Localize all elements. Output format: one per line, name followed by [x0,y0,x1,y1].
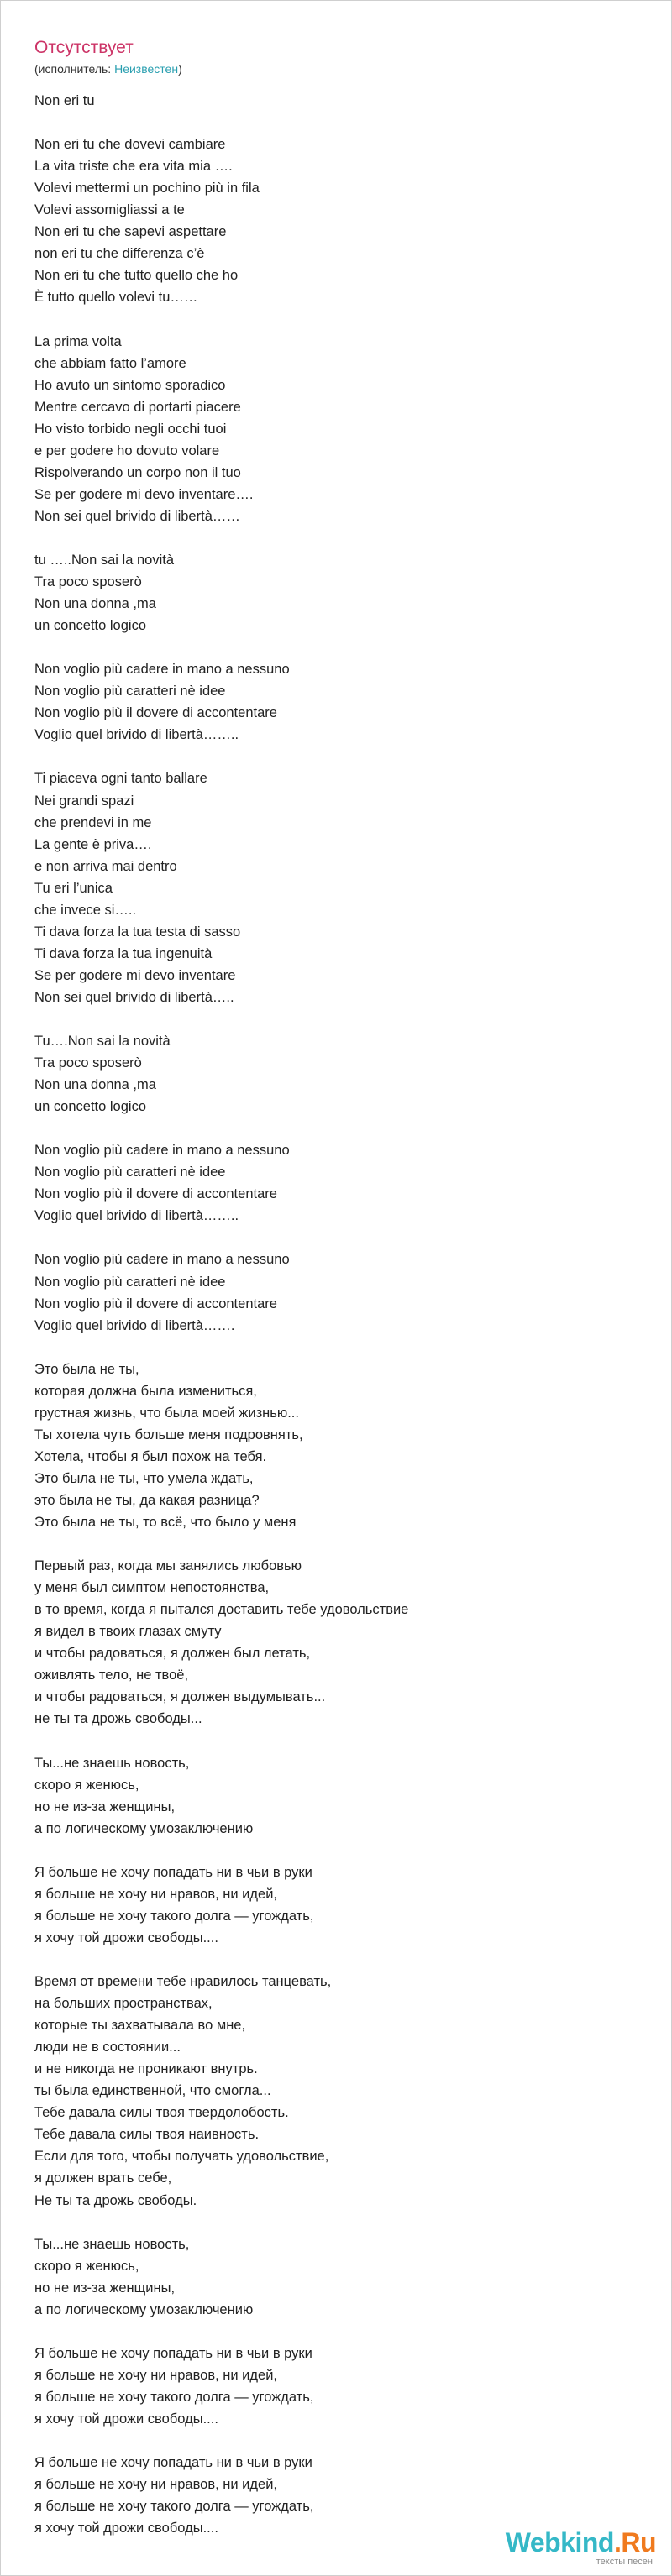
lyric-line: Nei grandi spazi [34,793,134,809]
lyric-line: оживлять тело, не твоё, [34,1668,189,1683]
stanza-break [34,636,639,658]
lyric-line: в то время, когда я пытался доставить тебе удовольствие [34,1602,409,1618]
lyric-line: e per godere ho dovuto volare [34,442,220,458]
lyric-line: Mentre cercavo di portarti piacere [34,399,241,415]
stanza-break [34,112,639,134]
lyric-line: Non voglio più il dovere di accontentare [34,1186,277,1202]
lyric-line: Non voglio più caratteri nè idee [34,1274,226,1290]
lyric-line: Non voglio più cadere in mano a nessuno [34,662,290,678]
lyric-line: La prima volta [34,333,122,349]
logo-tagline: тексты песен [596,2557,653,2567]
lyric-line: Voglio quel brivido di libertà……. [34,1317,235,1333]
lyric-line: Tu eri l’unica [34,880,113,896]
logo-name: Webkind [505,2527,614,2558]
lyric-line: Tra poco sposerò [34,1055,142,1071]
byline-suffix: ) [178,62,182,76]
song-title: Отсутствует [34,38,134,57]
lyric-line: Время от времени тебе нравилось танцевать, [34,1974,332,1990]
lyric-line: я хочу той дрожи свободы.... [34,2521,218,2537]
byline-prefix: (исполнитель: [34,62,115,76]
lyric-line: и не никогда не проникают внутрь. [34,2061,258,2077]
lyric-line: Non voglio più caratteri nè idee [34,1165,226,1181]
lyric-line: e non arriva mai dentro [34,858,177,874]
lyric-line: я больше не хочу ни нравов, ни идей, [34,2477,277,2493]
lyric-line: которые ты захватывала во мне, [34,2018,246,2034]
stanza-break [34,1949,639,1971]
stanza-break [34,2430,639,2452]
lyric-line: ты была единственной, что смогла... [34,2083,271,2099]
lyric-line: Se per godere mi devo inventare [34,967,236,983]
stanza-break [34,2321,639,2343]
lyric-line: но не из-за женщины, [34,2280,176,2296]
stanza-break [34,1840,639,1861]
lyric-line: у меня был симптом непостоянства, [34,1580,270,1596]
lyric-line: Rispolverando un corpo non il tuo [34,464,241,480]
logo-wordmark [506,2528,656,2557]
lyric-line: Ti dava forza la tua ingenuità [34,945,213,961]
lyric-line: Ho visto torbido negli occhi tuoi [34,421,227,437]
lyric-line: это была не ты, да какая разница? [34,1493,260,1508]
lyric-line: люди не в состоянии... [34,2039,181,2055]
stanza-break [34,1730,639,1752]
lyric-line: Non sei quel brivido di libertà….. [34,989,234,1005]
stanza-break [34,1227,639,1249]
lyric-line: Не ты та дрожь свободы. [34,2192,197,2208]
lyric-line: Voglio quel brivido di libertà…….. [34,727,239,743]
lyric-line: Non voglio più cadere in mano a nessuno [34,1252,290,1268]
lyric-line: Tu….Non sai la novità [34,1034,171,1050]
lyric-line: La gente è priva…. [34,836,152,852]
lyric-line: un concetto logico [34,618,147,634]
lyric-line: Я больше не хочу попадать ни в чьи в руки [34,1864,312,1880]
lyric-line: Ti piaceva ogni tanto ballare [34,771,207,787]
lyric-line: я больше не хочу такого долга — угождать, [34,2499,314,2515]
lyric-line: non eri tu che differenza c’è [34,246,205,262]
stanza-break [34,1533,639,1555]
lyric-line: Non una donna ,ma [34,596,156,612]
stanza-break [34,308,639,330]
lyric-line: Ты...не знаешь новость, [34,2236,190,2252]
lyric-line: Non voglio più il dovere di accontentare [34,1296,277,1312]
lyric-line: а по логическому умозаключению [34,1820,254,1836]
lyric-line: Volevi assomigliassi a te [34,202,185,218]
stanza-break [34,1337,639,1359]
lyric-line: Я больше не хочу попадать ни в чьи в руки [34,2345,312,2361]
lyric-line: che prendevi in me [34,814,152,830]
lyric-line: tu …..Non sai la novità [34,552,174,568]
lyric-line: Non voglio più caratteri nè idee [34,683,226,699]
lyric-line: Тебе давала силы твоя твердолобость. [34,2105,289,2121]
lyric-line: и чтобы радоваться, я должен выдумывать... [34,1689,326,1705]
lyric-line: Volevi mettermi un pochino più in fila [34,181,260,196]
lyric-line: Non sei quel brivido di libertà…… [34,508,240,524]
lyric-line: но не из-за женщины, [34,1798,176,1814]
stanza-break [34,2212,639,2233]
lyric-line: che abbiam fatto l’amore [34,355,186,371]
lyric-line: Если для того, чтобы получать удовольствие, [34,2149,329,2165]
stanza-break [34,1008,639,1030]
lyric-line: которая должна была измениться, [34,1383,257,1399]
lyric-line: Это была не ты, то всё, что было у меня [34,1515,297,1531]
lyric-line: скоро я женюсь, [34,2258,139,2274]
logo-domain: .Ru [613,2527,656,2558]
lyric-line: Я больше не хочу попадать ни в чьи в руки [34,2455,312,2471]
artist-byline [34,61,182,76]
lyric-line: Это была не ты, [34,1361,139,1377]
lyric-line: Non eri tu che tutto quello che ho [34,268,239,284]
lyric-line: un concetto logico [34,1099,147,1115]
lyric-line: Ты...не знаешь новость, [34,1755,190,1771]
lyric-line: я хочу той дрожи свободы.... [34,1929,218,1945]
lyric-line: я хочу той дрожи свободы.... [34,2411,218,2427]
lyric-line: я больше не хочу такого долга — угождать, [34,2389,314,2405]
stanza-break [34,1118,639,1139]
lyric-line: я больше не хочу такого долга — угождать, [34,1908,314,1924]
artist-link[interactable]: Неизвестен [114,62,179,76]
lyric-line: Non una donna ,ma [34,1077,156,1093]
lyric-line: È tutto quello volevi tu…… [34,290,198,306]
lyric-line: на больших пространствах, [34,1996,213,2012]
lyric-line: Тебе давала силы твоя наивность. [34,2127,260,2143]
lyric-line: и чтобы радоваться, я должен был летать, [34,1646,311,1662]
lyric-line: Это была не ты, что умела ждать, [34,1470,254,1486]
lyric-line: Ti dava forza la tua testa di sasso [34,924,241,940]
site-logo[interactable] [480,2528,656,2567]
lyric-line: che invece si….. [34,902,137,918]
lyric-line: La vita triste che era vita mia …. [34,159,233,175]
lyric-line: Хотела, чтобы я был похож на тебя. [34,1448,267,1464]
stanza-break [34,746,639,767]
lyric-line: Ты хотела чуть больше меня подровнять, [34,1427,303,1442]
lyric-line: Non eri tu che dovevi cambiare [34,137,226,153]
lyric-line: Tra poco sposerò [34,574,142,590]
lyric-line: Se per godere mi devo inventare…. [34,486,254,502]
lyrics-text [34,90,639,2539]
lyric-line: Non eri tu che sapevi aspettare [34,224,227,240]
lyric-line: не ты та дрожь свободы... [34,1711,202,1727]
lyric-line: я должен врать себе, [34,2170,172,2186]
lyric-line: Первый раз, когда мы занялись любовью [34,1558,302,1574]
lyric-line: я больше не хочу ни нравов, ни идей, [34,1886,277,1902]
lyric-line: Voglio quel brivido di libertà…….. [34,1208,239,1224]
lyric-line: Ho avuto un sintomo sporadico [34,377,226,393]
stanza-break [34,527,639,549]
lyric-line: Non voglio più cadere in mano a nessuno [34,1143,290,1159]
lyric-line: Non voglio più il dovere di accontentare [34,705,277,721]
lyric-line: я видел в твоих глазах смуту [34,1624,222,1640]
lyric-line: скоро я женюсь, [34,1777,139,1793]
lyric-line: Non eri tu [34,93,95,108]
lyric-line: я больше не хочу ни нравов, ни идей, [34,2367,277,2383]
lyric-line: а по логическому умозаключению [34,2301,254,2317]
lyric-line: грустная жизнь, что была моей жизнью... [34,1405,299,1421]
